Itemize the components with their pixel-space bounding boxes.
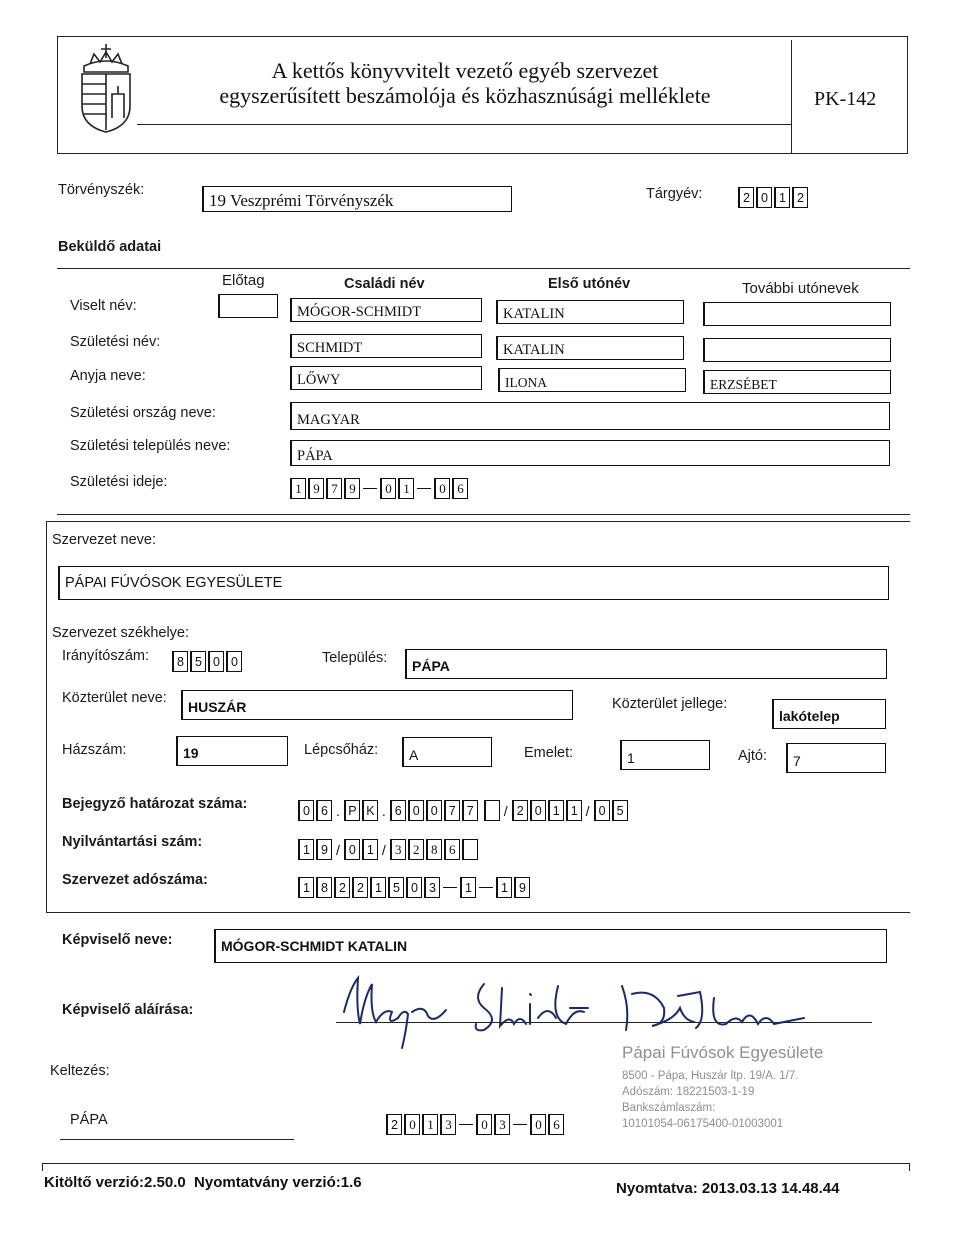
org-name-label: Szervezet neve: (52, 532, 156, 548)
court-decision-digits[interactable] (298, 800, 628, 821)
rep-signature-label: Képviselő aláírása: (62, 1002, 194, 1018)
dating-year-digit: 3 (440, 1114, 456, 1135)
birth-year-digit: 7 (326, 478, 342, 499)
registry-digits[interactable] (298, 839, 478, 860)
decision-digit: 1 (566, 800, 582, 821)
decision-digit: 0 (408, 800, 424, 821)
decision-digit: 1 (548, 800, 564, 821)
stamp-org-name: Pápai Fúvósok Egyesülete (622, 1043, 824, 1062)
zip-digit: 8 (172, 651, 188, 672)
tax-digit: 3 (424, 877, 440, 898)
decision-slash: / (585, 803, 590, 819)
house-field[interactable]: 19 (176, 736, 288, 766)
birth-year-digit: 9 (344, 478, 360, 499)
decision-char: P (344, 800, 360, 821)
registry-digit: 6 (444, 839, 460, 860)
registry-slash: / (336, 842, 340, 858)
footer-filler-version: Kitöltő verzió:2.50.0 Nyomtatvány verzió:1.6 (44, 1174, 362, 1191)
birth-city-label: Születési település neve: (70, 438, 231, 454)
dating-label: Keltezés: (50, 1063, 110, 1079)
org-name-field[interactable]: PÁPAI FÚVÓSOK EGYESÜLETE (58, 566, 889, 600)
decision-digit: 7 (444, 800, 460, 821)
col-other: További utónevek (742, 280, 859, 297)
floor-field[interactable]: 1 (620, 740, 710, 770)
dating-separator (513, 1124, 527, 1125)
organization-stamp (622, 1042, 862, 1132)
col-prefix: Előtag (222, 272, 265, 289)
registry-digit: 3 (390, 839, 406, 860)
rep-name-field[interactable]: MÓGOR-SCHMIDT KATALIN (214, 929, 887, 963)
registry-digit: 0 (344, 839, 360, 860)
decision-char: K (362, 800, 378, 821)
registry-digit: 1 (298, 839, 314, 860)
registry-label: Nyilvántartási szám: (62, 834, 203, 850)
registry-digit: 2 (408, 839, 424, 860)
tax-digit: 5 (388, 877, 404, 898)
dating-place-line (60, 1139, 294, 1140)
decision-digit: 0 (426, 800, 442, 821)
tax-digit: 0 (406, 877, 422, 898)
door-field[interactable]: 7 (786, 743, 886, 773)
current-other-field[interactable] (703, 302, 891, 326)
rep-name-label: Képviselő neve: (62, 932, 173, 948)
dating-month-digit: 0 (476, 1114, 492, 1135)
date-separator (417, 488, 431, 489)
decision-digit: 0 (594, 800, 610, 821)
current-first-field[interactable]: KATALIN (496, 300, 684, 324)
mother-first-field[interactable]: ILONA (498, 368, 686, 392)
decision-digit: 2 (512, 800, 528, 821)
dating-year-digit: 2 (386, 1114, 402, 1135)
registry-slash: / (381, 842, 386, 858)
footer-printed: Nyomtatva: 2013.03.13 14.48.44 (616, 1180, 840, 1197)
registry-digit: 1 (362, 839, 378, 860)
door-label: Ajtó: (738, 748, 768, 764)
tax-digit: 1 (460, 877, 476, 898)
tax-digits[interactable] (298, 877, 530, 898)
birth-day-digit: 0 (434, 478, 450, 499)
dating-day-digit: 6 (548, 1114, 564, 1135)
zip-label: Irányítószám: (62, 648, 150, 664)
tax-digit: 1 (298, 877, 314, 898)
year-digits[interactable] (738, 187, 808, 208)
registry-digit: 9 (316, 839, 332, 860)
year-digit: 0 (756, 187, 772, 208)
sender-section-title: Beküldő adatai (58, 239, 162, 255)
decision-digit: 7 (462, 800, 478, 821)
dating-day-digit: 0 (530, 1114, 546, 1135)
date-separator (363, 488, 377, 489)
current-prefix-field[interactable] (218, 294, 278, 318)
tax-digit: 1 (496, 877, 512, 898)
dating-month-digit: 3 (494, 1114, 510, 1135)
birth-year-digit: 9 (308, 478, 324, 499)
mother-family-field[interactable]: LŐWY (290, 366, 482, 390)
stamp-tax: Adószám: 18221503-1-19 (622, 1086, 755, 1098)
org-seat-label: Szervezet székhelye: (52, 625, 190, 641)
tax-digit: 9 (514, 877, 530, 898)
birth-country-field[interactable]: MAGYAR (290, 402, 890, 430)
street-field[interactable]: HUSZÁR (181, 690, 573, 720)
birth-country-label: Születési ország neve: (70, 405, 216, 421)
dating-year-digit: 1 (422, 1114, 438, 1135)
decision-digit: 5 (612, 800, 628, 821)
form-title-line1: A kettős könyvvitelt vezető egyéb szervezet (271, 58, 659, 83)
dating-separator (459, 1124, 473, 1125)
stamp-bank-label: Bankszámlaszám: (622, 1102, 716, 1114)
header-underline (137, 124, 792, 125)
zip-digit: 0 (208, 651, 224, 672)
city-field[interactable]: PÁPA (405, 649, 887, 679)
mother-other-field[interactable]: ERZSÉBET (703, 370, 891, 394)
decision-dot: . (336, 803, 340, 819)
mother-label: Anyja neve: (70, 368, 146, 384)
decision-digit (484, 800, 500, 821)
tax-digit: 2 (334, 877, 350, 898)
birth-name-label: Születési név: (70, 334, 161, 350)
decision-dot: . (381, 803, 386, 819)
birth-family-field[interactable]: SCHMIDT (290, 334, 482, 358)
dating-year-digit: 0 (404, 1114, 420, 1135)
tax-separator (443, 887, 457, 888)
tax-separator (479, 887, 493, 888)
footer-frame (42, 1163, 910, 1171)
city-label: Település: (322, 650, 388, 666)
court-field[interactable]: 19 Veszprémi Törvényszék (202, 186, 512, 212)
current-family-field[interactable]: MÓGOR-SCHMIDT (290, 298, 482, 322)
stair-field[interactable]: A (402, 737, 492, 767)
tax-label: Szervezet adószáma: (62, 872, 208, 888)
registry-digit: 8 (426, 839, 442, 860)
birth-date-digits[interactable] (290, 478, 468, 499)
form-title-line2: egyszerűsített beszámolója és közhasznúsági melléklete (219, 83, 711, 108)
registry-digit (462, 839, 478, 860)
stamp-bank-number: 10101054-06175400-01003001 (622, 1118, 784, 1130)
stair-label: Lépcsőház: (304, 742, 379, 758)
street-type-label: Közterület jellege: (612, 696, 728, 712)
floor-label: Emelet: (524, 745, 574, 761)
birth-first-field[interactable]: KATALIN (496, 336, 684, 360)
street-label: Közterület neve: (62, 690, 167, 706)
birth-date-label: Születési ideje: (70, 474, 168, 490)
tax-digit: 8 (316, 877, 332, 898)
col-family: Családi név (344, 276, 425, 292)
form-code: PK-142 (814, 88, 877, 110)
dating-digits[interactable] (386, 1114, 564, 1135)
form-title (150, 58, 780, 108)
current-name-label: Viselt név: (70, 298, 137, 314)
year-digit: 2 (792, 187, 808, 208)
tax-digit: 2 (352, 877, 368, 898)
birth-other-field[interactable] (703, 338, 891, 362)
decision-digit: 6 (390, 800, 406, 821)
zip-digit: 5 (190, 651, 206, 672)
decision-digit: 0 (298, 800, 314, 821)
birth-year-digit: 1 (290, 478, 306, 499)
zip-digit: 0 (226, 651, 242, 672)
birth-month-digit: 0 (380, 478, 396, 499)
tax-digit: 1 (370, 877, 386, 898)
stamp-address: 8500 - Pápa, Huszár ltp. 19/A. 1/7. (622, 1070, 799, 1082)
col-first: Első utónév (548, 276, 631, 292)
year-digit: 2 (738, 187, 754, 208)
birth-month-digit: 1 (398, 478, 414, 499)
birth-day-digit: 6 (452, 478, 468, 499)
decision-digit: 0 (530, 800, 546, 821)
birth-city-field[interactable]: PÁPA (290, 440, 890, 466)
decision-digit: 6 (316, 800, 332, 821)
decision-slash: / (503, 803, 508, 819)
year-digit: 1 (774, 187, 790, 208)
header-divider (791, 40, 792, 154)
year-label: Tárgyév: (646, 186, 703, 202)
dating-place: PÁPA (70, 1112, 108, 1128)
zip-digits[interactable] (172, 651, 242, 672)
house-label: Házszám: (62, 742, 127, 758)
court-label: Törvényszék: (58, 182, 145, 198)
court-decision-label: Bejegyző határozat száma: (62, 796, 248, 812)
coat-of-arms-icon (70, 34, 142, 134)
street-type-field[interactable]: lakótelep (772, 699, 886, 729)
